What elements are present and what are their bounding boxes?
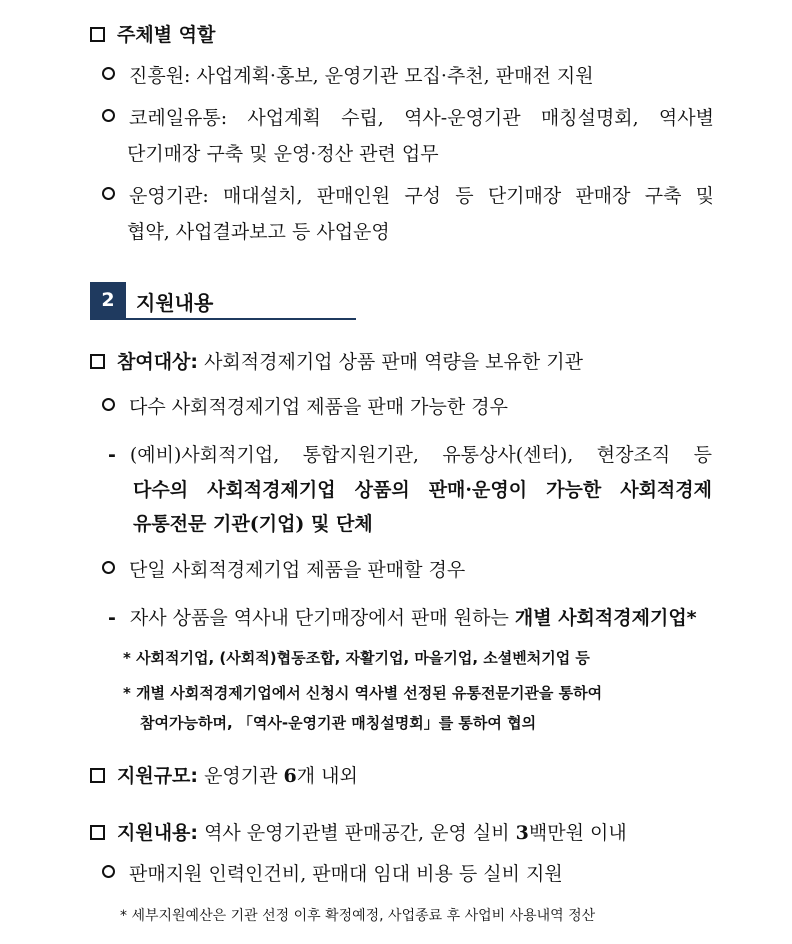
roles-item-2-line2: 단기매장 구축 및 운영·정산 관련 업무 [127, 143, 439, 165]
roles-item-2-line1: 코레일유통: 사업계획 수립, 역사-운영기관 매칭설명회, 역사별 [102, 109, 714, 128]
content-sub: 판매지원 인력인건비, 판매대 임대 비용 등 실비 지원 [102, 865, 563, 884]
circle-bullet-icon [102, 561, 115, 574]
circle-bullet-icon [102, 67, 115, 80]
roles-heading: 주체별 역할 [90, 26, 215, 45]
roles-item-1: 진흥원: 사업계획·홍보, 운영기관 모집·추천, 판매전 지원 [102, 67, 594, 86]
checkbox-square-icon [90, 825, 105, 840]
section-title: 지원내용 [136, 291, 214, 315]
roles-item-3-line1: 운영기관: 매대설치, 판매인원 구성 등 단기매장 판매장 구축 및 [102, 187, 714, 206]
content-note: * 세부지원예산은 기관 선정 이후 확정예정, 사업종료 후 사업비 사용내역 정산 [120, 908, 596, 924]
checkbox-square-icon [90, 27, 105, 42]
target-note-1: * 사회적기업, (사회적)협동조합, 자활기업, 마을기업, 소셜벤처기업 등 [123, 649, 590, 667]
target-note-2-line2: 참여가능하며, 「역사-운영기관 매칭설명회」를 통하여 협의 [140, 714, 537, 732]
target-case-1-detail-line3: 유통전문 기관(기업) 및 단체 [133, 513, 373, 535]
circle-bullet-icon [102, 109, 115, 122]
circle-bullet-icon [102, 187, 115, 200]
target-case-1: 다수 사회적경제기업 제품을 판매 가능한 경우 [102, 398, 508, 417]
target-case-2: 단일 사회적경제기업 제품을 판매할 경우 [102, 561, 465, 580]
checkbox-square-icon [90, 768, 105, 783]
target-note-2-line1: * 개별 사회적경제기업에서 신청시 역사별 선정된 유통전문기관을 통하여 [123, 684, 603, 702]
circle-bullet-icon [102, 865, 115, 878]
content-heading: 지원내용: 역사 운영기관별 판매공간, 운영 실비 3백만원 이내 [90, 824, 627, 843]
section-number: 2 [90, 282, 126, 318]
target-case-1-detail-line1: - (예비)사회적기업, 통합지원기관, 유통상사(센터), 현장조직 등 [108, 444, 712, 466]
target-case-2-detail: - 자사 상품을 역사내 단기매장에서 판매 원하는 개별 사회적경제기업* [108, 607, 697, 629]
section-underline [90, 318, 356, 320]
circle-bullet-icon [102, 398, 115, 411]
roles-item-3-line2: 협약, 사업결과보고 등 사업운영 [127, 221, 390, 243]
target-case-1-detail-line2: 다수의 사회적경제기업 상품의 판매·운영이 가능한 사회적경제 [133, 479, 712, 501]
checkbox-square-icon [90, 354, 105, 369]
scale-heading: 지원규모: 운영기관 6개 내외 [90, 767, 358, 786]
target-heading: 참여대상: 사회적경제기업 상품 판매 역량을 보유한 기관 [90, 353, 583, 372]
